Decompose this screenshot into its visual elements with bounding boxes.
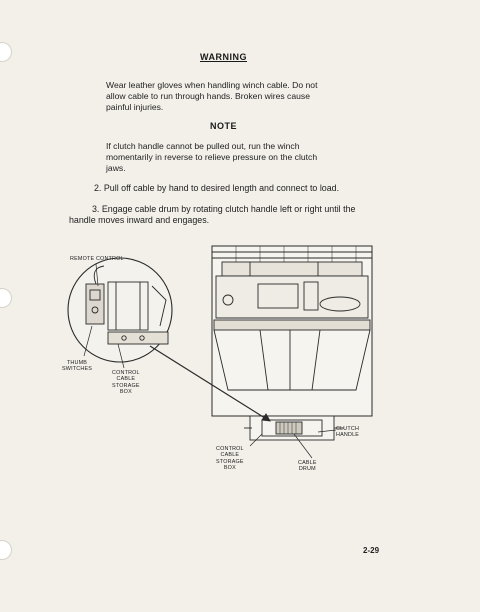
label-line: BOX	[119, 389, 132, 396]
note-heading: NOTE	[210, 121, 238, 131]
label-line: SWITCHES	[62, 366, 93, 373]
label-line: CONTROL	[112, 370, 140, 376]
label-line: CABLE	[220, 452, 240, 459]
warning-heading: WARNING	[200, 52, 247, 62]
note-line: jaws.	[106, 163, 126, 173]
label-line: BOX	[223, 465, 236, 472]
label-line: CLUTCH	[336, 426, 360, 432]
cable-drum-label	[298, 460, 317, 473]
remote-control-label: REMOTE CONTROL	[70, 256, 124, 262]
thumb-switches-label	[62, 360, 92, 373]
label-line: CABLE	[116, 376, 136, 383]
label-line: HANDLE	[336, 432, 360, 439]
step-3-line: handle moves inward and engages.	[69, 215, 210, 225]
page-number: 2-29	[363, 546, 380, 555]
step-3-line: 3. Engage cable drum by rotating clutch handle left or right until the	[92, 204, 356, 214]
warning-line: painful injuries.	[106, 102, 164, 112]
label-line: STORAGE	[216, 458, 244, 465]
step-2-line: 2. Pull off cable by hand to desired length and connect to load.	[94, 183, 340, 193]
clutch-handle-label	[336, 426, 359, 439]
label-line: STORAGE	[112, 382, 140, 389]
warning-line: allow cable to run through hands. Broken wires cause	[106, 91, 310, 101]
note-line: momentarily in reverse to relieve pressure on the clutch	[106, 152, 318, 162]
label-line: THUMB	[66, 360, 88, 366]
warning-line: Wear leather gloves when handling winch cable. Do not	[106, 80, 318, 90]
storage-box-label	[216, 446, 244, 472]
note-line: If clutch handle cannot be pulled out, run the winch	[106, 141, 300, 151]
label-line: CONTROL	[216, 446, 244, 452]
label-line: CABLE	[298, 460, 317, 466]
inset-storage-box-label	[112, 370, 140, 396]
label-line: DRUM	[298, 466, 316, 473]
